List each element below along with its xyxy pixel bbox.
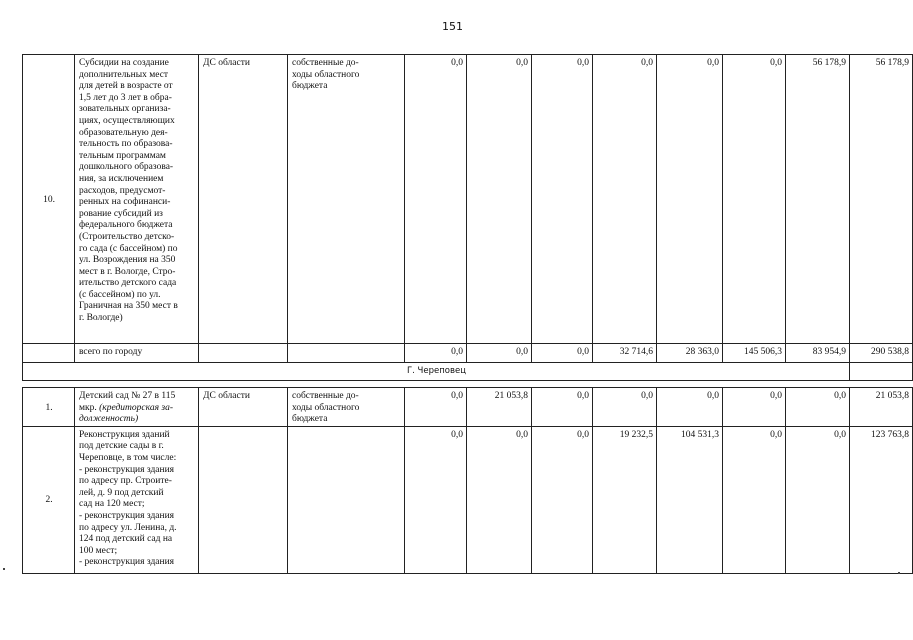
row-description: Детский сад № 27 в 115 мкр. (кредиторская за- долженность) bbox=[75, 388, 199, 427]
row-description: Субсидии на создание дополнительных мест для детей в возрасте от 1,5 лет до 3 лет в обра- зовательных организа- циях, осуществляющих образовательную дея- тельность по образова- тельным программам дошкольного образова- ния, за исключением расходов, предусмот- ренных на софинанси- рование субсидий из федерального бюджета (Строительство детско- го сада (с бассейном) по ул. Возрождения на 350 мест в г. Вологде, Стро- ительство детского сада (с бассейном) по ул. Граничная на 350 мест в г. Вологде) bbox=[75, 55, 199, 344]
row-department: ДС области bbox=[199, 55, 288, 344]
row-value: 0,0 bbox=[657, 55, 723, 344]
row-value: 28 363,0 bbox=[657, 344, 723, 363]
row-value: 0,0 bbox=[405, 55, 467, 344]
page-number: 151 bbox=[442, 20, 463, 33]
row-value: 290 538,8 bbox=[850, 344, 913, 363]
row-value: 145 506,3 bbox=[723, 344, 786, 363]
row-value: 0,0 bbox=[467, 344, 532, 363]
row-number: 1. bbox=[23, 388, 75, 427]
scan-speck bbox=[3, 568, 5, 570]
row-funding-source: собственные до- ходы областного бюджета bbox=[288, 388, 405, 427]
budget-table bbox=[22, 54, 913, 574]
row-value: 21 053,8 bbox=[850, 388, 913, 427]
row-value: 0,0 bbox=[467, 55, 532, 344]
table-row bbox=[23, 426, 913, 573]
row-funding-source: собственные до- ходы областного бюджета bbox=[288, 55, 405, 344]
row-value: 0,0 bbox=[593, 55, 657, 344]
row-description: всего по городу bbox=[75, 344, 199, 363]
row-value: 123 763,8 bbox=[850, 426, 913, 573]
row-value: 0,0 bbox=[532, 55, 593, 344]
row-value: 32 714,6 bbox=[593, 344, 657, 363]
row-value: 0,0 bbox=[532, 344, 593, 363]
row-value: 0,0 bbox=[467, 426, 532, 573]
table-row bbox=[23, 55, 913, 344]
row-value: 0,0 bbox=[657, 388, 723, 427]
row-department: ДС области bbox=[199, 388, 288, 427]
row-value: 56 178,9 bbox=[850, 55, 913, 344]
row-value: 21 053,8 bbox=[467, 388, 532, 427]
row-value: 0,0 bbox=[786, 388, 850, 427]
row-value: 0,0 bbox=[532, 426, 593, 573]
row-description: Реконструкция зданий под детские сады в г. Череповце, в том числе: - реконструкция здания по адресу пр. Строите- лей, д. 9 под детский сад на 120 мест; - реконструкция здания по адресу ул. Ленина, д. 124 под детский сад на 100 мест; - реконструкция здания bbox=[75, 426, 199, 573]
section-header-row bbox=[23, 363, 913, 381]
row-value: 0,0 bbox=[723, 426, 786, 573]
row-value: 0,0 bbox=[723, 55, 786, 344]
row-value: 83 954,9 bbox=[786, 344, 850, 363]
row-value: 0,0 bbox=[405, 388, 467, 427]
section-title: Г. Череповец bbox=[23, 363, 850, 381]
row-department bbox=[199, 426, 288, 573]
row-value: 0,0 bbox=[723, 388, 786, 427]
scan-speck bbox=[898, 572, 900, 574]
row-value: 0,0 bbox=[405, 344, 467, 363]
row-value: 0,0 bbox=[786, 426, 850, 573]
row-value: 0,0 bbox=[405, 426, 467, 573]
row-number: 2. bbox=[23, 426, 75, 573]
row-value: 0,0 bbox=[532, 388, 593, 427]
row-value: 56 178,9 bbox=[786, 55, 850, 344]
row-value: 104 531,3 bbox=[657, 426, 723, 573]
row-value: 19 232,5 bbox=[593, 426, 657, 573]
table-row bbox=[23, 388, 913, 427]
row-funding-source bbox=[288, 426, 405, 573]
table-row-total bbox=[23, 344, 913, 363]
row-value: 0,0 bbox=[593, 388, 657, 427]
row-number: 10. bbox=[23, 55, 75, 344]
